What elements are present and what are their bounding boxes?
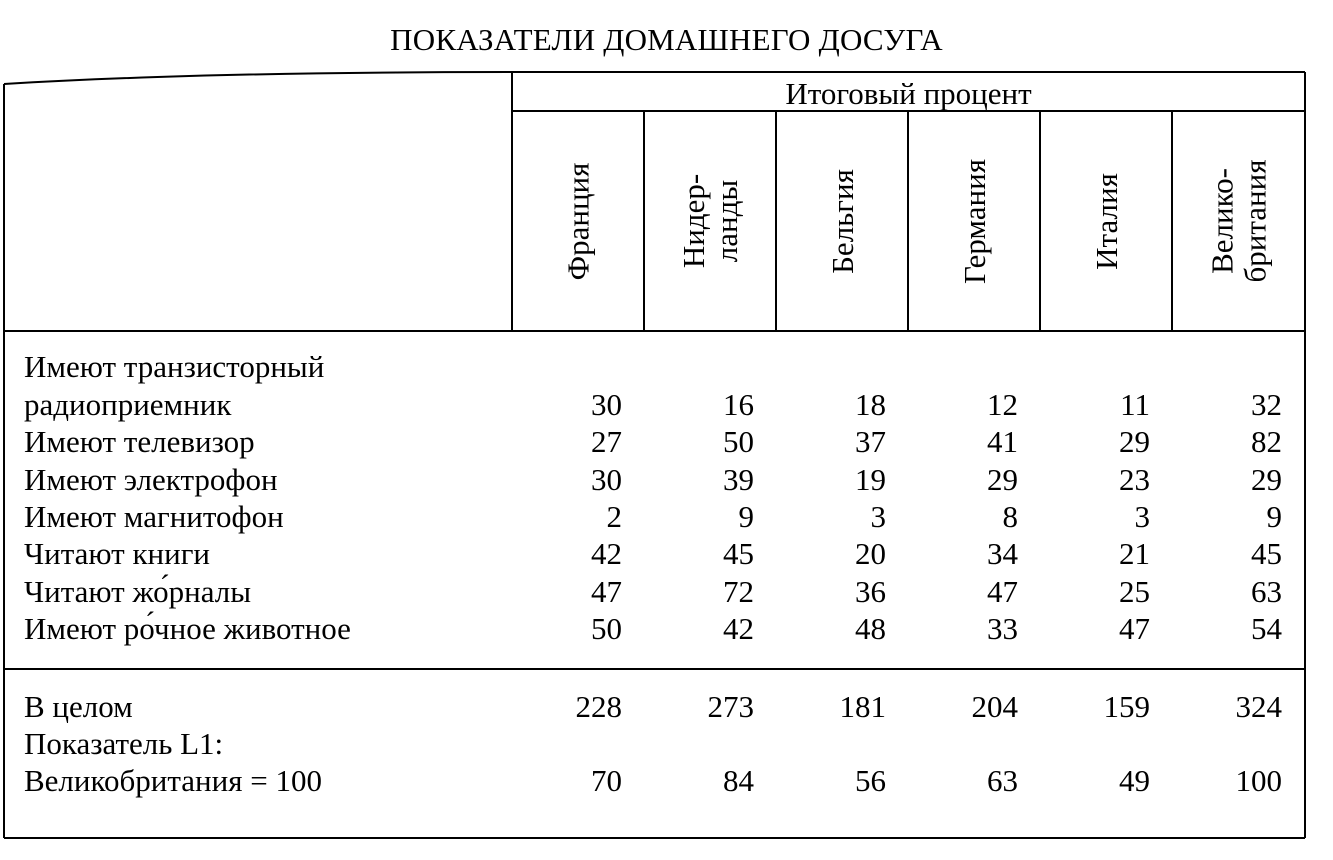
column-header-france: Франция <box>560 162 596 280</box>
table-cell: 30 <box>591 387 622 422</box>
row-label-radio-1: Имеют транзисторный <box>24 349 325 384</box>
table-cell: 12 <box>987 387 1018 422</box>
table-cell: 18 <box>855 387 886 422</box>
table-cell: 11 <box>1120 387 1150 422</box>
table-cell: 47 <box>987 574 1018 609</box>
index-label-2: Великобритания = 100 <box>24 763 322 798</box>
column-header-uk: Велико- британия <box>1204 159 1273 283</box>
table-cell: 25 <box>1119 574 1150 609</box>
table-cell: 9 <box>738 499 754 534</box>
table-cell: 29 <box>1251 462 1282 497</box>
table-cell: 37 <box>855 424 886 459</box>
table-cell: 33 <box>987 611 1018 646</box>
table-cell: 20 <box>855 536 886 571</box>
total-cell: 49 <box>1119 763 1150 798</box>
table-title: ПОКАЗАТЕЛИ ДОМАШНЕГО ДОСУГА <box>390 22 943 57</box>
group-header: Итоговый процент <box>785 76 1032 111</box>
table-cell: 47 <box>1119 611 1150 646</box>
table-cell: 42 <box>723 611 754 646</box>
total-cell: 100 <box>1235 763 1282 798</box>
table-cell: 27 <box>591 424 622 459</box>
table-cell: 32 <box>1251 387 1282 422</box>
table-cell: 47 <box>591 574 622 609</box>
row-label-books: Читают книги <box>24 536 211 571</box>
row-label-tv: Имеют телевизор <box>24 424 255 459</box>
row-label-tape-recorder: Имеют магнитофон <box>24 499 284 534</box>
table-cell: 23 <box>1119 462 1150 497</box>
table-cell: 8 <box>1002 499 1018 534</box>
table-cell: 3 <box>1134 499 1150 534</box>
total-cell: 181 <box>839 689 886 724</box>
table-cell: 45 <box>1251 536 1282 571</box>
total-cell: 63 <box>987 763 1018 798</box>
table-cell: 63 <box>1251 574 1282 609</box>
table-cell: 34 <box>987 536 1018 571</box>
table-cell: 82 <box>1251 424 1282 459</box>
table-cell: 29 <box>1119 424 1150 459</box>
table-cell: 30 <box>591 462 622 497</box>
column-header-netherlands: Нидер- ланды <box>676 173 744 269</box>
total-cell: 70 <box>591 763 622 798</box>
row-label-electrophone: Имеют электрофон <box>24 462 278 497</box>
table-cell: 29 <box>987 462 1018 497</box>
table-cell: 16 <box>723 387 754 422</box>
row-label-radio-2: радиоприемник <box>24 387 232 422</box>
table-cell: 41 <box>987 424 1018 459</box>
row-label-magazines: Читают жо́рналы <box>24 574 252 609</box>
row-label-pet: Имеют ро́чное животное <box>24 611 351 646</box>
table-cell: 9 <box>1266 499 1282 534</box>
total-cell: 204 <box>971 689 1018 724</box>
table-cell: 54 <box>1251 611 1282 646</box>
table-cell: 19 <box>855 462 886 497</box>
total-cell: 159 <box>1103 689 1150 724</box>
total-cell: 56 <box>855 763 886 798</box>
total-label: В целом <box>24 689 133 724</box>
total-cell: 273 <box>707 689 754 724</box>
table-cell: 45 <box>723 536 754 571</box>
table-cell: 50 <box>723 424 754 459</box>
column-header-belgium: Бельгия <box>824 168 860 274</box>
total-cell: 324 <box>1235 689 1282 724</box>
table-cell: 39 <box>723 462 754 497</box>
index-label-1: Показатель L1: <box>24 726 224 761</box>
table-cell: 42 <box>591 536 622 571</box>
table-cell: 50 <box>591 611 622 646</box>
total-cell: 228 <box>575 689 622 724</box>
column-header-italy: Италия <box>1088 172 1124 270</box>
table-cell: 21 <box>1119 536 1150 571</box>
table-cell: 3 <box>870 499 886 534</box>
total-cell: 84 <box>723 763 754 798</box>
table-cell: 72 <box>723 574 754 609</box>
table-cell: 48 <box>855 611 886 646</box>
column-header-germany: Германия <box>956 158 992 284</box>
table-cell: 2 <box>606 499 622 534</box>
table-cell: 36 <box>855 574 886 609</box>
